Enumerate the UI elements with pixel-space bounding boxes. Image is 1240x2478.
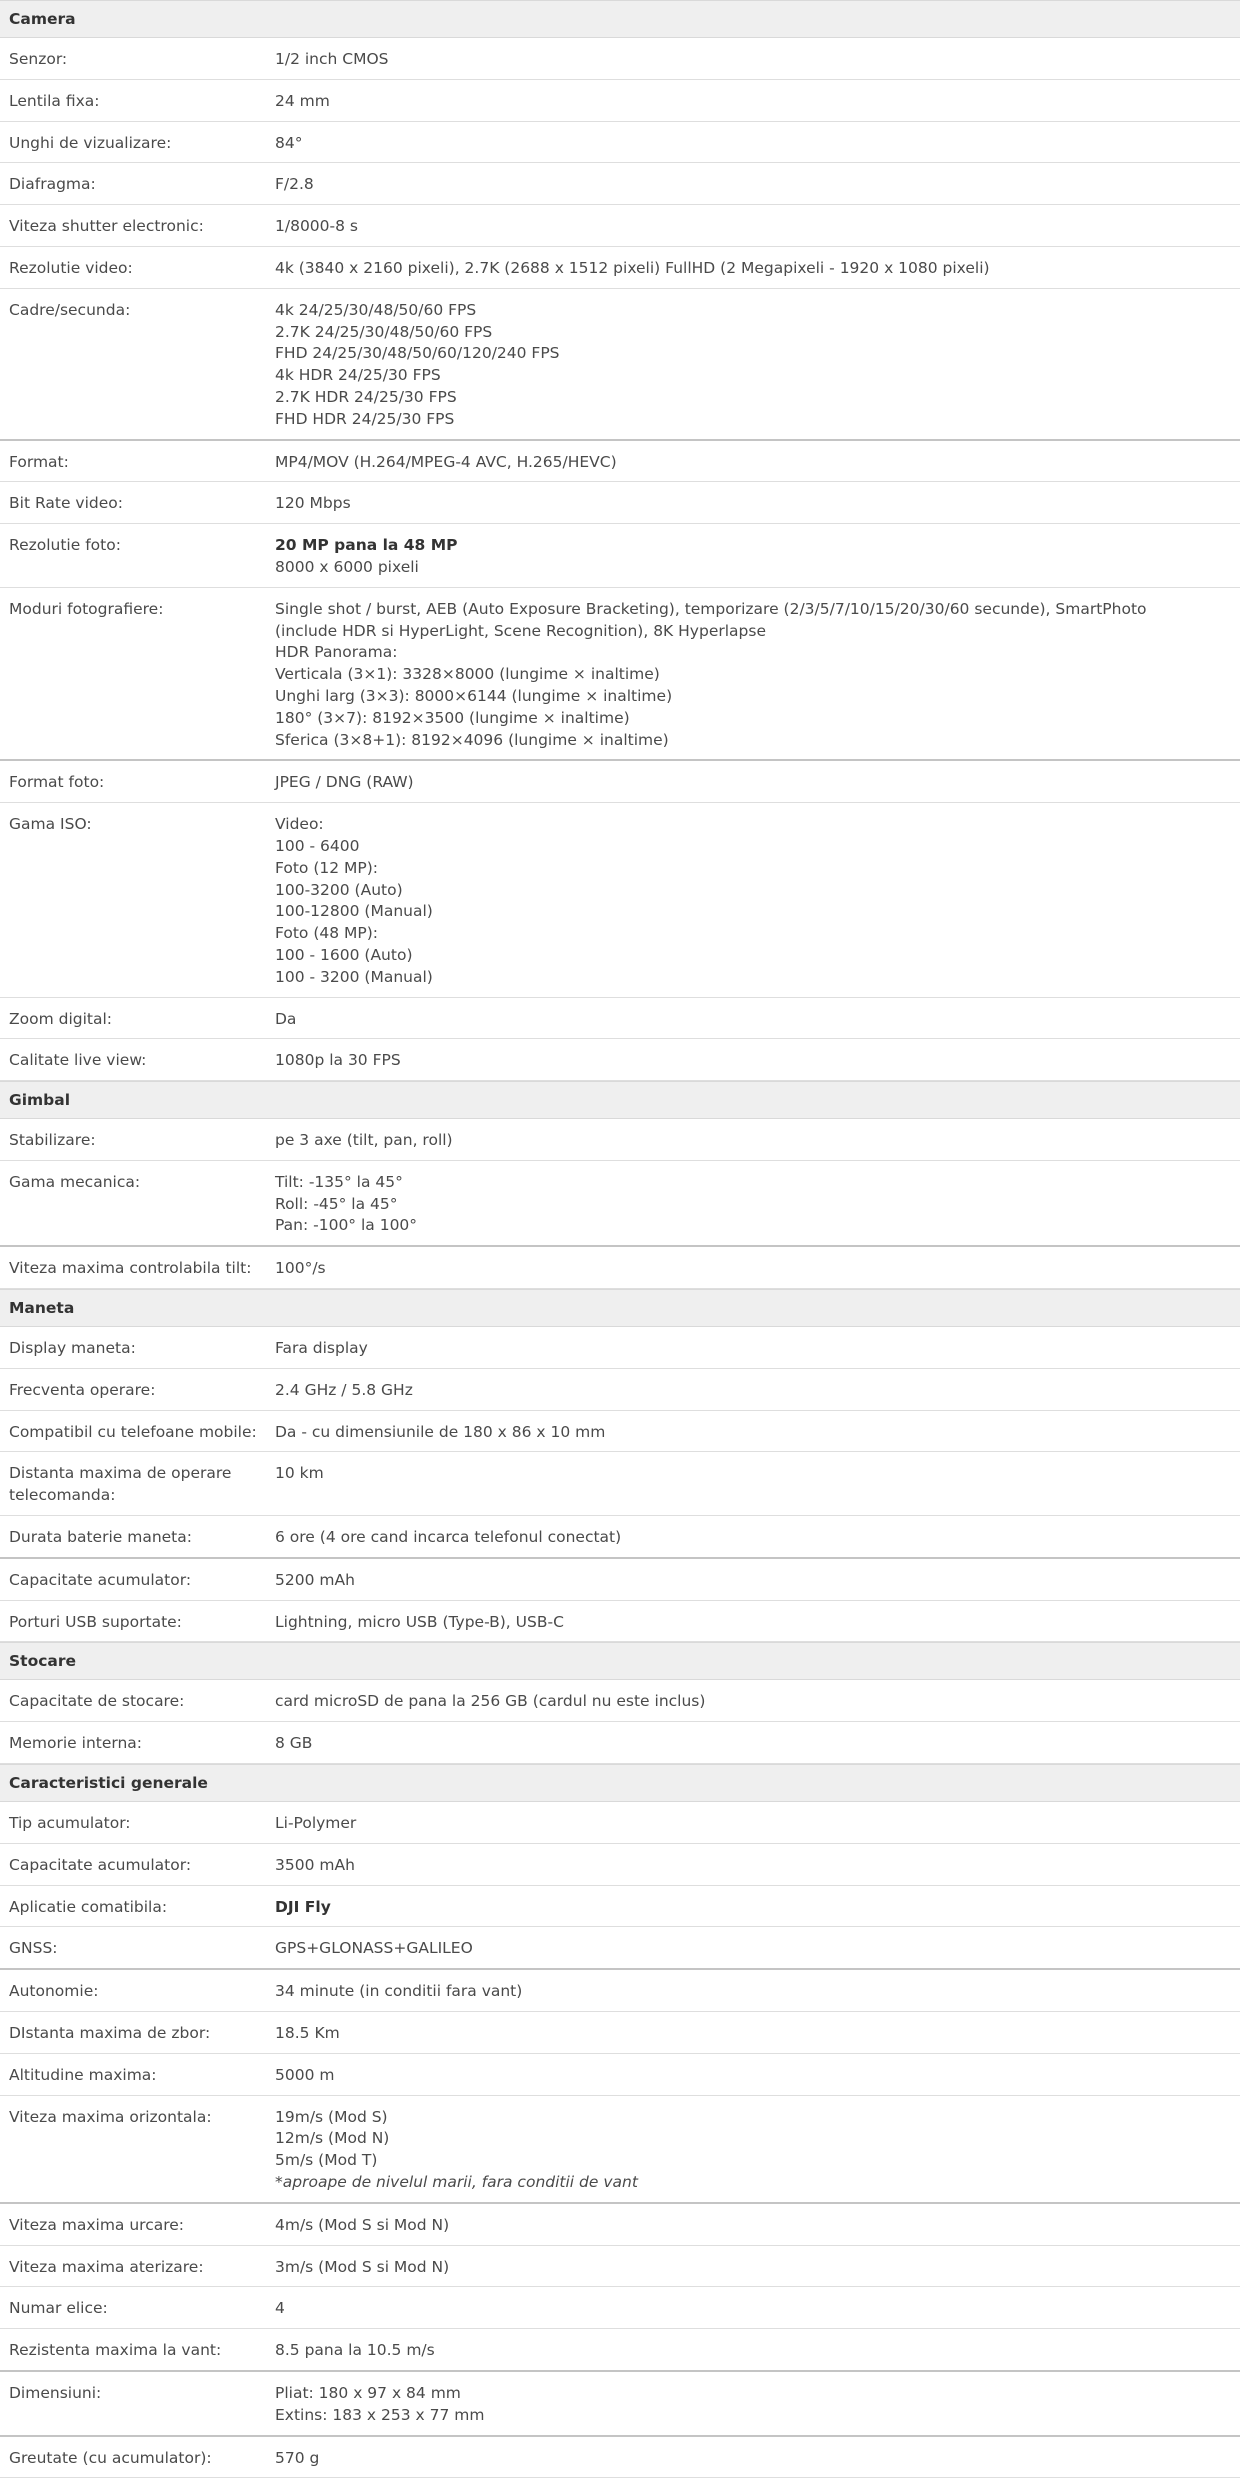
spec-value-line: Foto (12 MP): [275, 858, 379, 877]
section-header: Caracteristici generale [0, 1764, 1240, 1802]
spec-value-line: FHD HDR 24/25/30 FPS [275, 409, 455, 428]
spec-row [0, 998, 1240, 1040]
spec-label: Format: [9, 452, 69, 471]
spec-value [275, 772, 1240, 794]
spec-value-line: pe 3 axe (tilt, pan, roll) [275, 1131, 453, 1150]
spec-value-line: 5200 mAh [275, 1570, 355, 1589]
spec-value [275, 1463, 1240, 1507]
spec-value [275, 133, 1240, 155]
spec-label: Capacitate de stocare: [9, 1692, 185, 1711]
spec-value-line: 19m/s (Mod S) [275, 2107, 388, 2126]
spec-value [275, 2065, 1240, 2087]
spec-value [275, 2298, 1240, 2320]
spec-value-line: 120 Mbps [275, 494, 351, 513]
spec-value [275, 1338, 1240, 1360]
spec-row [0, 1601, 1240, 1643]
spec-value [275, 452, 1240, 474]
spec-value-line: 100°/s [275, 1259, 326, 1278]
spec-value [275, 1691, 1240, 1713]
spec-label: Viteza maxima aterizare: [9, 2257, 204, 2276]
spec-value-line: 24 mm [275, 91, 330, 110]
spec-label: Display maneta: [9, 1339, 136, 1358]
spec-value-line: 100 - 6400 [275, 836, 360, 855]
spec-row [0, 482, 1240, 524]
spec-value-line: Da [275, 1009, 297, 1028]
spec-row [0, 2437, 1240, 2478]
spec-value [275, 49, 1240, 71]
spec-value-line: 100-12800 (Manual) [275, 902, 433, 921]
spec-value [275, 2383, 1240, 2427]
spec-value-line: Roll: -45° la 45° [275, 1194, 398, 1213]
spec-value-line: 20 MP pana la 48 MP [275, 536, 458, 555]
spec-value [275, 2107, 1240, 2194]
spec-value [275, 1380, 1240, 1402]
spec-value-line: 4 [275, 2299, 285, 2318]
spec-row [0, 1119, 1240, 1161]
spec-value [275, 1855, 1240, 1877]
spec-value [275, 1258, 1240, 1280]
spec-label: Gama ISO: [9, 815, 92, 834]
spec-value [275, 2340, 1240, 2362]
spec-value-line: Da - cu dimensiunile de 180 x 86 x 10 mm [275, 1422, 606, 1441]
spec-value-line: 18.5 Km [275, 2024, 340, 2043]
spec-value [275, 1172, 1240, 1237]
spec-value-line: 100-3200 (Auto) [275, 880, 403, 899]
spec-value [275, 493, 1240, 515]
spec-value-line: 8000 x 6000 pixeli [275, 557, 419, 576]
spec-value-line: 8 GB [275, 1734, 313, 1753]
spec-label: Porturi USB suportate: [9, 1612, 182, 1631]
section-header: Stocare [0, 1642, 1240, 1680]
spec-value [275, 599, 1240, 752]
spec-value-line: 180° (3×7): 8192×3500 (lungime × inaltime) [275, 708, 630, 727]
spec-label: Capacitate acumulator: [9, 1570, 192, 1589]
spec-value-line: 100 - 1600 (Auto) [275, 945, 413, 964]
spec-value-line: 4k (3840 x 2160 pixeli), 2.7K (2688 x 1512 pixeli) FullHD (2 Megapixeli - 1920 x 1080 pixeli) [275, 258, 990, 277]
spec-label: Calitate live view: [9, 1051, 147, 1070]
spec-value-line: 3m/s (Mod S si Mod N) [275, 2257, 450, 2276]
spec-row [0, 1886, 1240, 1928]
spec-value-line: 2.7K HDR 24/25/30 FPS [275, 387, 457, 406]
spec-row [0, 2204, 1240, 2246]
spec-value [275, 2257, 1240, 2279]
spec-row [0, 1970, 1240, 2012]
section-header: Gimbal [0, 1081, 1240, 1119]
spec-value [275, 1050, 1240, 1072]
spec-value-line: 12m/s (Mod N) [275, 2129, 390, 2148]
spec-row [0, 1802, 1240, 1844]
spec-value [275, 91, 1240, 113]
spec-value-line: Pan: -100° la 100° [275, 1216, 418, 1235]
spec-row [0, 289, 1240, 441]
spec-row [0, 2096, 1240, 2204]
spec-section [0, 1764, 1240, 2478]
spec-value [275, 1981, 1240, 2003]
spec-label: Viteza shutter electronic: [9, 217, 204, 236]
spec-value-line: Pliat: 180 x 97 x 84 mm [275, 2384, 461, 2402]
spec-label: DIstanta maxima de zbor: [9, 2024, 211, 2043]
spec-row [0, 2246, 1240, 2288]
spec-label: Unghi de vizualizare: [9, 133, 172, 152]
spec-value [275, 1897, 1240, 1919]
spec-section [0, 1289, 1240, 1642]
spec-label: Memorie interna: [9, 1734, 143, 1753]
spec-label: Compatibil cu telefoane mobile: [9, 1422, 257, 1441]
spec-value-line: F/2.8 [275, 175, 314, 194]
spec-row [0, 163, 1240, 205]
spec-value-line: HDR Panorama: [275, 643, 398, 662]
spec-value-line: Verticala (3×1): 3328×8000 (lungime × inaltime) [275, 665, 660, 684]
spec-row [0, 441, 1240, 483]
spec-value-line: 84° [275, 133, 303, 152]
spec-label: Dimensiuni: [9, 2384, 102, 2402]
spec-label: Moduri fotografiere: [9, 599, 164, 618]
spec-label: Rezolutie foto: [9, 536, 121, 555]
spec-label: Rezistenta maxima la vant: [9, 2341, 222, 2360]
spec-label: Autonomie: [9, 1982, 99, 2001]
spec-section [0, 1081, 1240, 1289]
spec-row [0, 1559, 1240, 1601]
spec-row [0, 2287, 1240, 2329]
spec-label: Stabilizare: [9, 1131, 96, 1150]
spec-value [275, 2215, 1240, 2237]
spec-row [0, 247, 1240, 289]
spec-value [275, 1938, 1240, 1960]
spec-value-line: Tilt: -135° la 45° [275, 1172, 403, 1191]
spec-row [0, 122, 1240, 164]
spec-value-line: 6 ore (4 ore cand incarca telefonul conectat) [275, 1528, 622, 1547]
spec-row [0, 2054, 1240, 2096]
section-header: Maneta [0, 1289, 1240, 1327]
spec-label: Format foto: [9, 773, 105, 792]
spec-value [275, 2023, 1240, 2045]
spec-label: Bit Rate video: [9, 494, 123, 513]
spec-row [0, 1369, 1240, 1411]
spec-value-line: GPS+GLONASS+GALILEO [275, 1939, 473, 1958]
spec-value [275, 1733, 1240, 1755]
spec-value-line: FHD 24/25/30/48/50/60/120/240 FPS [275, 344, 560, 363]
spec-value [275, 1612, 1240, 1634]
spec-row [0, 2012, 1240, 2054]
spec-row [0, 205, 1240, 247]
spec-value [275, 1570, 1240, 1592]
spec-value [275, 216, 1240, 238]
spec-label: Frecventa operare: [9, 1380, 156, 1399]
spec-row [0, 38, 1240, 80]
spec-row [0, 588, 1240, 762]
spec-value-line: Single shot / burst, AEB (Auto Exposure Bracketing), temporizare (2/3/5/7/10/15/20/30/60 secunde), SmartPhoto (include HDR si HyperLight, Scene Recognition), 8K Hyperlapse [275, 599, 1147, 640]
spec-label: Durata baterie maneta: [9, 1528, 192, 1547]
spec-row [0, 2372, 1240, 2437]
spec-value-line: Li-Polymer [275, 1814, 357, 1833]
spec-label: Lentila fixa: [9, 91, 100, 110]
spec-section [0, 0, 1240, 1081]
spec-row [0, 1680, 1240, 1722]
spec-value-line: 10 km [275, 1464, 324, 1483]
spec-value-line: 5000 m [275, 2065, 335, 2084]
spec-label: Gama mecanica: [9, 1172, 141, 1191]
spec-value-line: MP4/MOV (H.264/MPEG-4 AVC, H.265/HEVC) [275, 452, 617, 471]
spec-value [275, 1422, 1240, 1444]
spec-row [0, 1327, 1240, 1369]
spec-value-line: 100 - 3200 (Manual) [275, 967, 433, 986]
spec-label: Viteza maxima orizontala: [9, 2107, 212, 2126]
spec-value-line: *aproape de nivelul marii, fara conditii de vant [275, 2173, 638, 2192]
spec-label: Diafragma: [9, 175, 96, 194]
spec-value [275, 1527, 1240, 1549]
spec-value-line: 4m/s (Mod S si Mod N) [275, 2215, 450, 2234]
spec-row [0, 80, 1240, 122]
spec-label: Tip acumulator: [9, 1814, 131, 1833]
spec-row [0, 1039, 1240, 1081]
spec-section [0, 1642, 1240, 1764]
spec-label: Aplicatie comatibila: [9, 1897, 168, 1916]
spec-value [275, 1130, 1240, 1152]
spec-value-line: 4k 24/25/30/48/50/60 FPS [275, 300, 477, 319]
spec-value-line: 2.4 GHz / 5.8 GHz [275, 1380, 413, 1399]
section-header: Camera [0, 0, 1240, 38]
spec-value [275, 535, 1240, 579]
spec-value-line: Unghi larg (3×3): 8000×6144 (lungime × inaltime) [275, 686, 673, 705]
spec-value-line: Fara display [275, 1339, 368, 1358]
spec-label: Altitudine maxima: [9, 2065, 157, 2084]
spec-label: Viteza maxima urcare: [9, 2215, 185, 2234]
spec-value-line: 4k HDR 24/25/30 FPS [275, 366, 441, 385]
spec-label: Rezolutie video: [9, 258, 133, 277]
spec-value-line: 8.5 pana la 10.5 m/s [275, 2341, 435, 2360]
spec-label: GNSS: [9, 1939, 58, 1958]
spec-row [0, 1411, 1240, 1453]
spec-value-line: Lightning, micro USB (Type-B), USB-C [275, 1612, 564, 1631]
spec-value-line: Video: [275, 815, 324, 834]
spec-value [275, 258, 1240, 280]
spec-value-line: 34 minute (in conditii fara vant) [275, 1982, 523, 2001]
spec-value [275, 1009, 1240, 1031]
spec-label: Greutate (cu acumulator): [9, 2448, 212, 2467]
spec-label: Numar elice: [9, 2299, 108, 2318]
spec-label: Distanta maxima de operare telecomanda: [9, 1464, 232, 1505]
spec-value [275, 1813, 1240, 1835]
spec-label: Cadre/secunda: [9, 300, 131, 319]
spec-label: Zoom digital: [9, 1009, 113, 1028]
spec-value-line: 570 g [275, 2448, 320, 2467]
spec-row [0, 2329, 1240, 2372]
spec-value-line: 1/8000-8 s [275, 217, 358, 236]
spec-row [0, 524, 1240, 588]
spec-value-line: Foto (48 MP): [275, 924, 379, 943]
spec-row [0, 1927, 1240, 1970]
spec-value [275, 814, 1240, 988]
spec-value-line: JPEG / DNG (RAW) [275, 773, 414, 792]
spec-value-line: 2.7K 24/25/30/48/50/60 FPS [275, 322, 493, 341]
spec-label: Senzor: [9, 50, 68, 68]
spec-value-line: Sferica (3×8+1): 8192×4096 (lungime × inaltime) [275, 730, 669, 749]
spec-row [0, 1161, 1240, 1247]
spec-value-line: 1/2 inch CMOS [275, 50, 389, 68]
spec-row [0, 803, 1240, 997]
spec-row [0, 1516, 1240, 1559]
spec-value-line: 5m/s (Mod T) [275, 2151, 378, 2170]
spec-value [275, 174, 1240, 196]
spec-value-line: 1080p la 30 FPS [275, 1051, 401, 1070]
spec-row [0, 1722, 1240, 1764]
spec-row [0, 1844, 1240, 1886]
spec-label: Viteza maxima controlabila tilt: [9, 1259, 252, 1278]
spec-label: Capacitate acumulator: [9, 1855, 192, 1874]
spec-row [0, 1452, 1240, 1516]
spec-value-line: card microSD de pana la 256 GB (cardul nu este inclus) [275, 1692, 706, 1711]
spec-value-line: Extins: 183 x 253 x 77 mm [275, 2405, 485, 2424]
spec-row [0, 1247, 1240, 1289]
spec-value-line: 3500 mAh [275, 1855, 355, 1874]
spec-row [0, 761, 1240, 803]
spec-value-line: DJI Fly [275, 1897, 331, 1916]
spec-value [275, 2448, 1240, 2470]
spec-value [275, 300, 1240, 431]
